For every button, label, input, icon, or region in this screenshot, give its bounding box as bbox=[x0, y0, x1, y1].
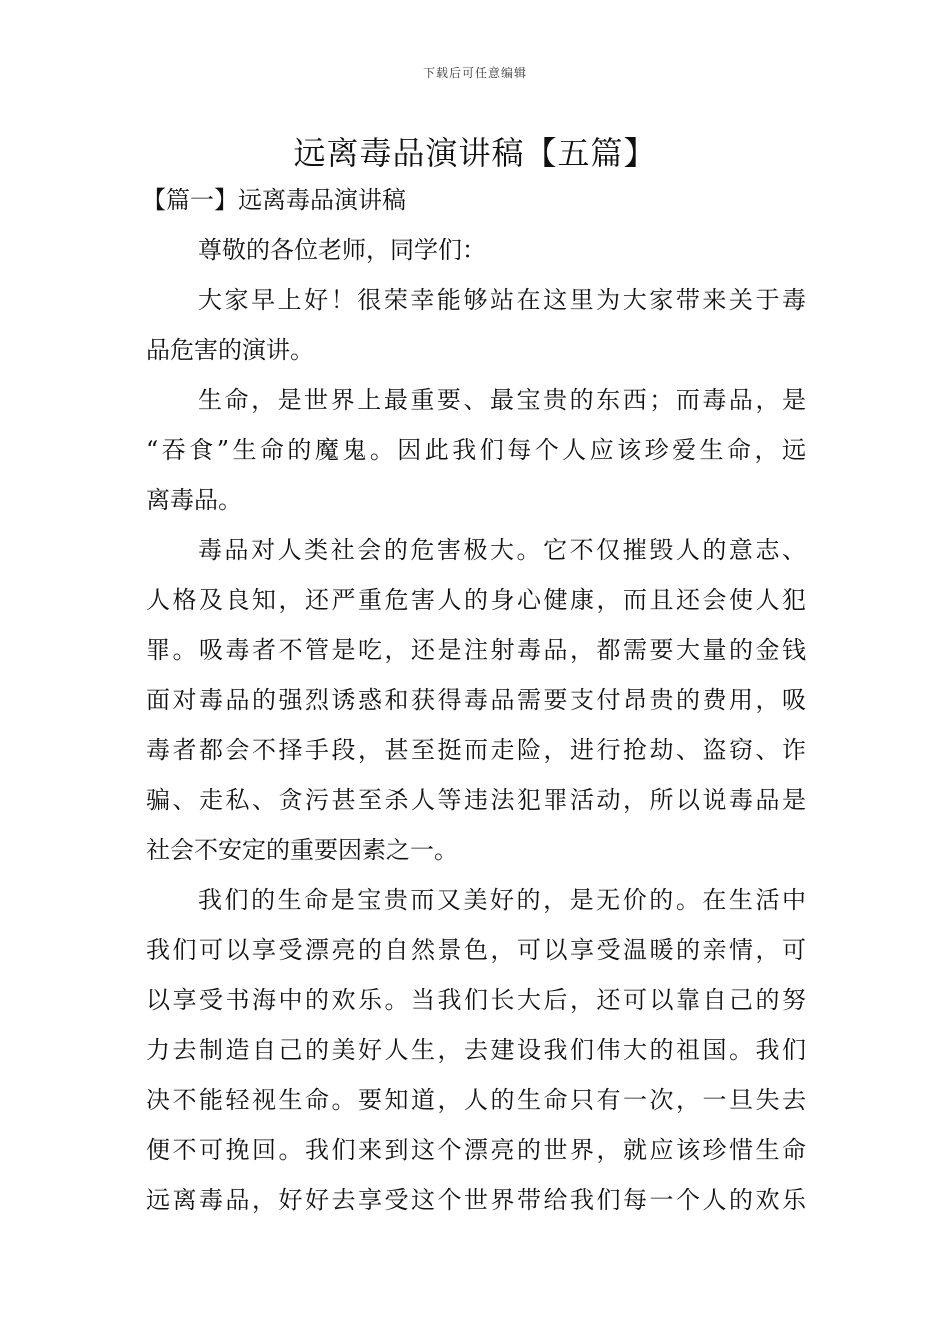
paragraph-line: 以享受书海中的欢乐。当我们长大后，还可以靠自己的努 bbox=[146, 986, 806, 1014]
document-title: 远离毒品演讲稿【五篇】 bbox=[293, 134, 657, 172]
paragraph-line: 面对毒品的强烈诱惑和获得毒品需要支付昂贵的费用，吸 bbox=[146, 686, 806, 714]
page-header-note: 下载后可任意编辑 bbox=[422, 66, 527, 80]
paragraph-line: 远离毒品，好好去享受这个世界带给我们每一个人的欢乐 bbox=[146, 1186, 806, 1214]
paragraph-line: 骗、走私、贪污甚至杀人等违法犯罪活动，所以说毒品是 bbox=[146, 786, 806, 814]
paragraph-line: 力去制造自己的美好人生，去建设我们伟大的祖国。我们 bbox=[146, 1036, 806, 1064]
paragraph-line: 离毒品。 bbox=[146, 486, 242, 514]
paragraph-line: 毒品对人类社会的危害极大。它不仅摧毁人的意志、 bbox=[198, 536, 806, 564]
paragraph-line: 生命，是世界上最重要、最宝贵的东西；而毒品，是 bbox=[198, 386, 806, 414]
section-heading: 【篇一】远离毒品演讲稿 bbox=[142, 186, 406, 214]
paragraph-line: 我们的生命是宝贵而又美好的，是无价的。在生活中 bbox=[198, 886, 806, 914]
salutation: 尊敬的各位老师，同学们： bbox=[198, 236, 486, 264]
document-body bbox=[142, 180, 806, 1230]
paragraph-line: 毒者都会不择手段，甚至挺而走险，进行抢劫、盗窃、诈 bbox=[146, 736, 806, 764]
paragraph-line: 品危害的演讲。 bbox=[146, 336, 314, 364]
paragraph-line: “吞食”生命的魔鬼。因此我们每个人应该珍爱生命，远 bbox=[146, 436, 806, 464]
paragraph-line: 人格及良知，还严重危害人的身心健康，而且还会使人犯 bbox=[146, 586, 806, 614]
paragraph-line: 决不能轻视生命。要知道，人的生命只有一次，一旦失去 bbox=[146, 1086, 806, 1114]
paragraph-line: 便不可挽回。我们来到这个漂亮的世界，就应该珍惜生命 bbox=[146, 1136, 806, 1164]
paragraph-line: 我们可以享受漂亮的自然景色，可以享受温暖的亲情，可 bbox=[146, 936, 806, 964]
paragraph-line: 罪。吸毒者不管是吃，还是注射毒品，都需要大量的金钱 bbox=[146, 636, 806, 664]
paragraph-line: 社会不安定的重要因素之一。 bbox=[146, 836, 458, 864]
paragraph-line: 大家早上好！很荣幸能够站在这里为大家带来关于毒 bbox=[198, 286, 806, 314]
